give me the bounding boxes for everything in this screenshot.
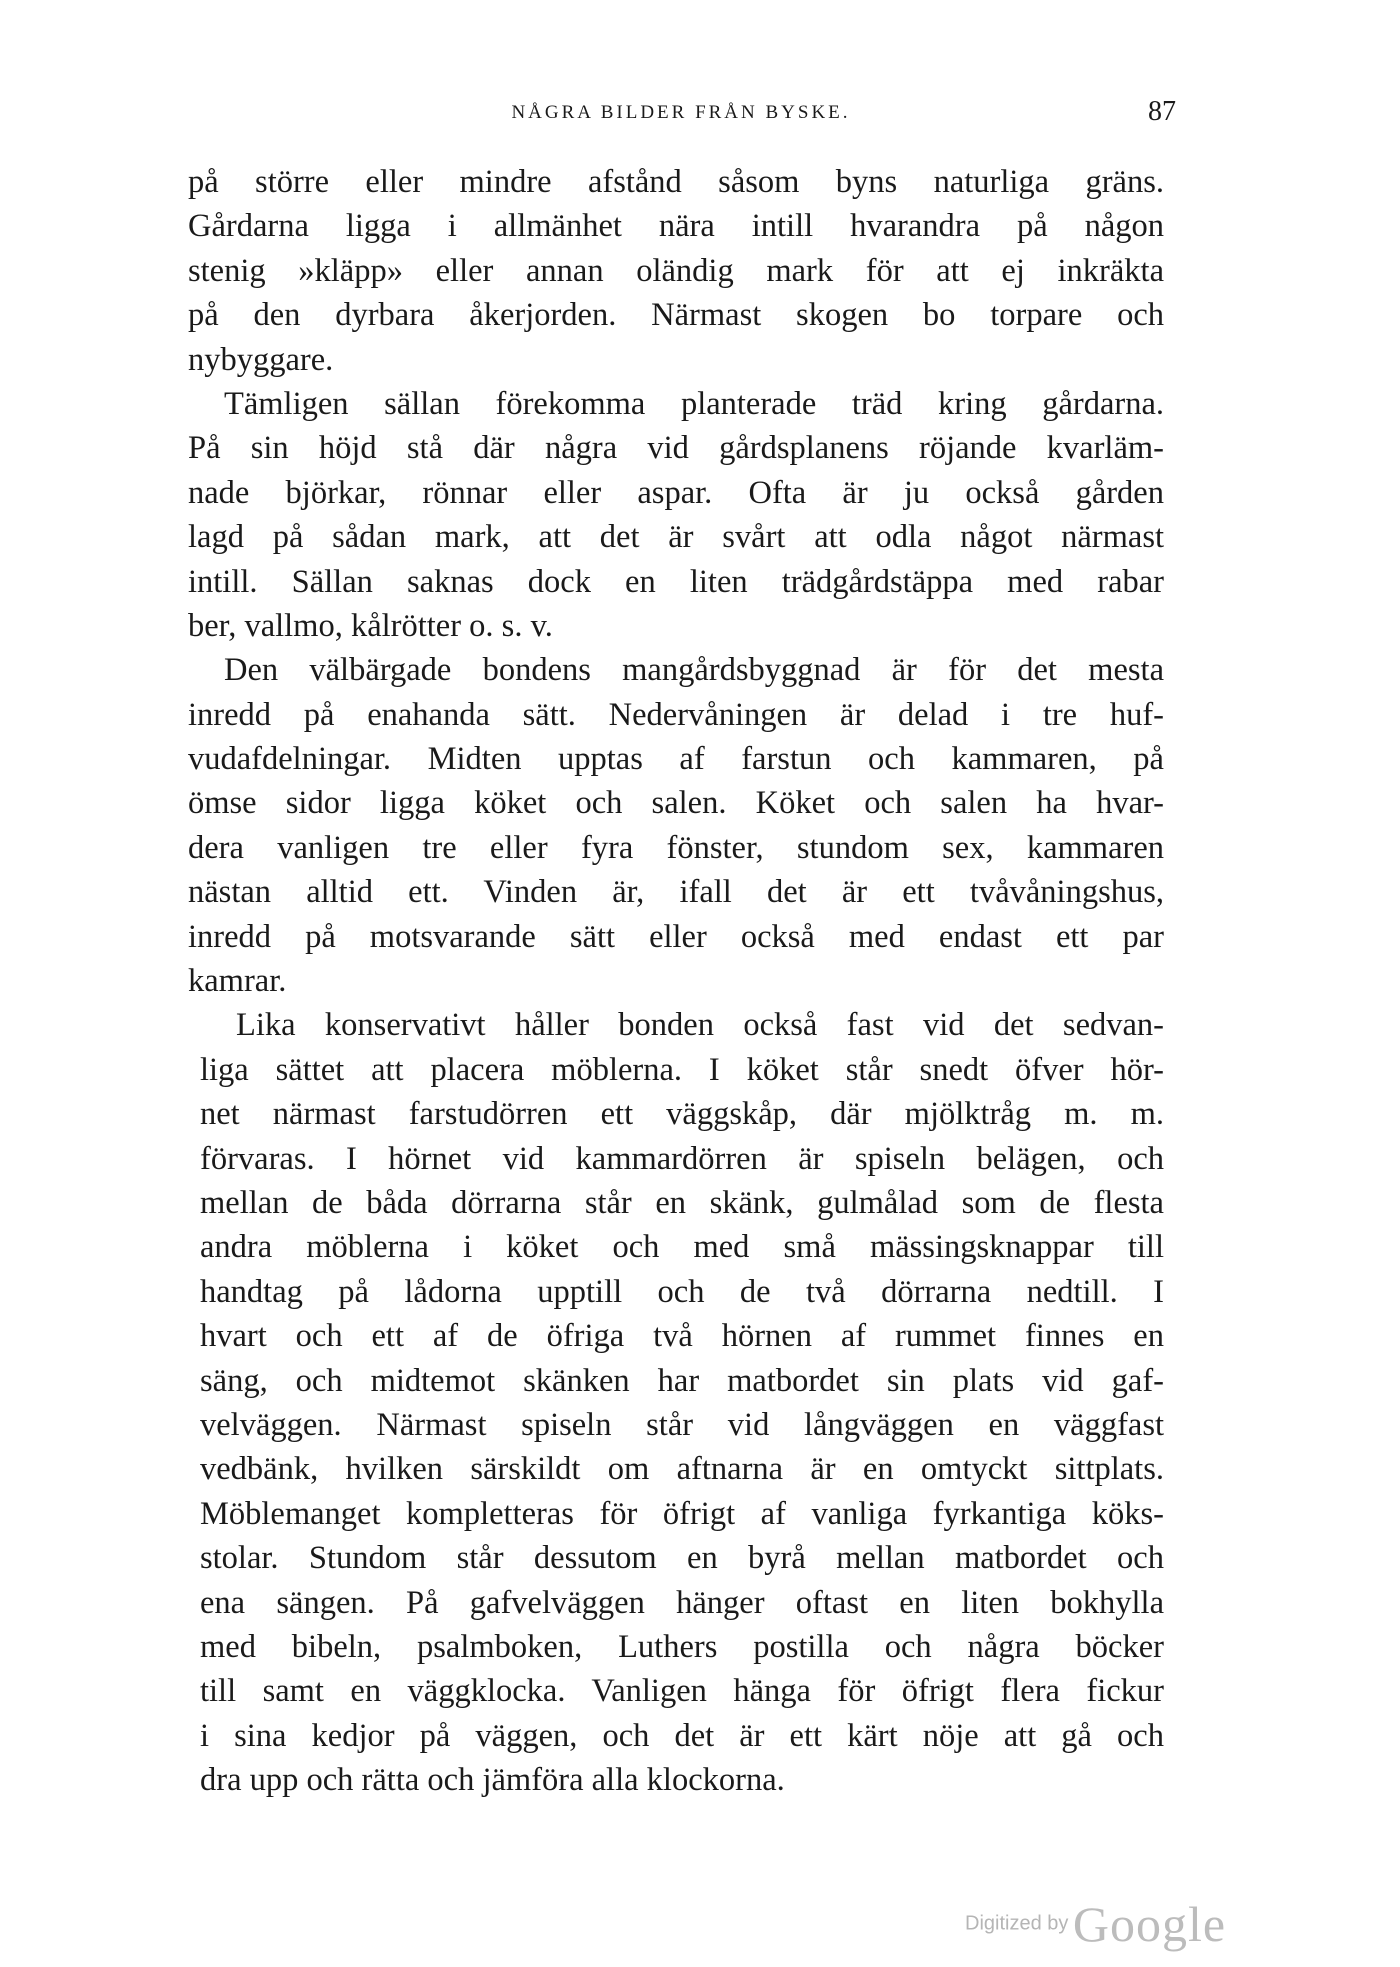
text-line: kamrar. xyxy=(188,963,287,1000)
text-line: lagd på sådan mark, att det är svårt att odla något närmast xyxy=(188,519,1164,556)
text-line: vedbänk, hvilken särskildt om aftnarna är en omtyckt sittplats. xyxy=(200,1451,1164,1488)
text-line: På sin höjd stå där några vid gårdsplanens röjande kvarläm- xyxy=(188,430,1164,467)
text-line: hvart och ett af de öfriga två hörnen af rummet finnes en xyxy=(200,1318,1164,1355)
text-line: på den dyrbara åkerjorden. Närmast skogen bo torpare och xyxy=(188,297,1164,334)
running-title: NÅGRA BILDER FRÅN BYSKE. xyxy=(511,102,851,123)
text-line: ena sängen. På gafvelväggen hänger oftast en liten bokhylla xyxy=(200,1584,1164,1621)
text-line: stolar. Stundom står dessutom en byrå mellan matbordet och xyxy=(200,1540,1164,1577)
text-line: velväggen. Närmast spiseln står vid långväggen en väggfast xyxy=(200,1406,1164,1443)
text-line: nybyggare. xyxy=(188,341,334,378)
text-line: nästan alltid ett. Vinden är, ifall det är ett tvåvåningshus, xyxy=(188,874,1164,911)
text-line: liga sättet att placera möblerna. I köket står snedt öfver hör- xyxy=(200,1051,1164,1088)
text-line: Den välbärgade bondens mangårdsbyggnad är för det mesta xyxy=(224,652,1164,689)
text-line: ömse sidor ligga köket och salen. Köket och salen ha hvar- xyxy=(188,785,1164,822)
text-line: Gårdarna ligga i allmänhet nära intill hvarandra på någon xyxy=(188,208,1164,245)
google-logo: Google xyxy=(1072,1896,1227,1952)
text-line: intill. Sällan saknas dock en liten trädgårdstäppa med rabar xyxy=(188,563,1164,600)
text-line: på större eller mindre afstånd såsom byns naturliga gräns. xyxy=(188,164,1164,200)
text-line: inredd på motsvarande sätt eller också med endast ett par xyxy=(188,918,1164,955)
paragraph xyxy=(188,382,1164,648)
text-line: net närmast farstudörren ett väggskåp, där mjölktråg m. m. xyxy=(200,1096,1164,1133)
text-line: Möblemanget kompletteras för öfrigt af vanliga fyrkantiga köks- xyxy=(200,1495,1164,1532)
text-line: mellan de båda dörrarna står en skänk, gulmålad som de flesta xyxy=(200,1184,1164,1221)
body-text xyxy=(188,160,1164,1802)
text-line: förvaras. I hörnet vid kammardörren är spiseln belägen, och xyxy=(200,1140,1164,1177)
running-header xyxy=(186,96,1176,136)
text-line: ber, vallmo, kålrötter o. s. v. xyxy=(188,607,553,644)
page-number: 87 xyxy=(1148,96,1176,127)
digitized-by-google-watermark xyxy=(965,1895,1226,1953)
text-line: Tämligen sällan förekomma planterade träd kring gårdarna. xyxy=(224,385,1164,422)
text-line: vudafdelningar. Midten upptas af farstun och kammaren, på xyxy=(188,741,1164,778)
text-line: i sina kedjor på väggen, och det är ett kärt nöje att gå och xyxy=(200,1717,1164,1754)
text-line: dera vanligen tre eller fyra fönster, stundom sex, kammaren xyxy=(188,829,1164,866)
paragraph xyxy=(188,648,1164,1003)
text-line: inredd på enahanda sätt. Nedervåningen är delad i tre huf- xyxy=(188,696,1164,733)
watermark-prefix: Digitized by xyxy=(965,1912,1069,1935)
text-line: stenig »kläpp» eller annan oländig mark för att ej inkräkta xyxy=(188,252,1164,289)
text-line: dra upp och rätta och jämföra alla klockorna. xyxy=(200,1762,785,1799)
text-line: med bibeln, psalmboken, Luthers postilla och några böcker xyxy=(200,1628,1164,1665)
text-line: handtag på lådorna upptill och de två dörrarna nedtill. I xyxy=(200,1273,1164,1310)
text-line: säng, och midtemot skänken har matbordet sin plats vid gaf- xyxy=(200,1362,1164,1399)
text-line: andra möblerna i köket och med små mässingsknappar till xyxy=(200,1229,1164,1266)
paragraph xyxy=(200,1003,1164,1802)
text-line: nade björkar, rönnar eller aspar. Ofta är ju också gården xyxy=(188,474,1164,511)
paragraph xyxy=(188,160,1164,382)
text-line: Lika konservativt håller bonden också fast vid det sedvan- xyxy=(236,1007,1164,1044)
text-line: till samt en väggklocka. Vanligen hänga för öfrigt flera fickur xyxy=(200,1673,1164,1710)
